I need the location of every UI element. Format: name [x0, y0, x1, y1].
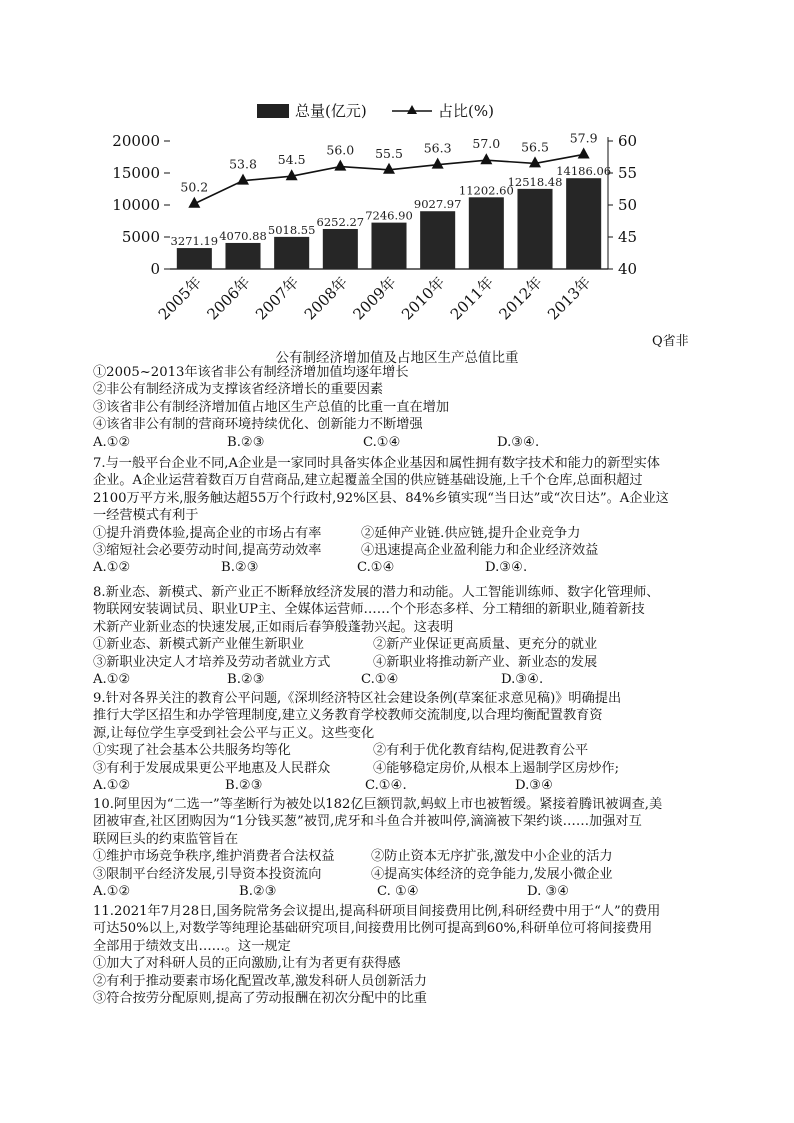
q9-option-c[interactable]: C.①④.: [365, 777, 407, 793]
q9-option-d[interactable]: D.③④: [515, 777, 553, 793]
q10-item-2: ②防止资本无序扩张,激发中小企业的活力: [371, 849, 613, 865]
q10-option-b[interactable]: B.②③: [239, 883, 277, 899]
bar: [420, 211, 455, 269]
q8-options: [93, 671, 705, 688]
category-label: 2008年: [300, 273, 352, 324]
q6-option-c[interactable]: C.①④: [363, 434, 401, 450]
right-tick-label: 55: [618, 164, 638, 182]
share-value-label: 57.9: [569, 130, 598, 146]
q6-option-b[interactable]: B.②③: [227, 434, 265, 450]
q8-item-3: ③新职业决定人才培养及劳动者就业方式: [93, 654, 331, 670]
q8-stem-line-2: 物联网安装调试员、职业UP主、全媒体运营师……个个形态多样、分工精细的新职业,随着新技: [93, 602, 645, 618]
bar: [517, 189, 552, 269]
share-point: [578, 147, 590, 158]
q6-options: [93, 434, 705, 451]
bar-value-label: 12518.48: [507, 174, 563, 189]
category-label: 2007年: [252, 273, 303, 324]
bar: [274, 237, 309, 269]
bar: [225, 243, 260, 269]
q10-stem-line-3: 联网巨头的约束监管旨在: [93, 831, 239, 847]
q7-options: [93, 559, 705, 576]
legend-line-marker: [407, 105, 417, 114]
q7-option-d[interactable]: D.③④.: [485, 560, 528, 576]
q11-stem-line-2: 可达50%以上,对数学等纯理论基础研究项目,间接费用比例可提高到60%,科研单位可将间接费用: [93, 921, 653, 937]
q7-items-row-2: [93, 542, 705, 559]
share-value-label: 56.3: [423, 140, 452, 156]
q8-stem-line-1: 8.新业态、新模式、新产业正不断释放经济发展的潜力和动能。人工智能训练师、数字化管理师、: [93, 585, 660, 600]
q7-item-3: ③缩短社会必要劳动时间,提高劳动效率: [93, 542, 322, 558]
q10-options: [93, 883, 705, 900]
left-tick-label: 20000: [112, 132, 160, 150]
q9-option-a[interactable]: A.①②: [93, 777, 131, 793]
q7-item-4: ④迅速提高企业盈利能力和企业经济效益: [361, 542, 599, 558]
q9-stem-line-1: 9.针对各界关注的教育公平问题,《深圳经济特区社会建设条例(草案征求意见稿)》明确提出: [93, 691, 622, 706]
category-label: 2005年: [154, 273, 206, 324]
question-7: [93, 455, 705, 577]
chart-caption: 公有制经济增加值及占地区生产总值比重: [275, 350, 519, 366]
q11-item-3: ③符合按劳分配原则,提高了劳动报酬在初次分配中的比重: [93, 990, 427, 1006]
q8-item-4: ④新职业将推动新产业、新业态的发展: [373, 654, 598, 670]
question-8: [93, 584, 705, 688]
q11-item-2: ②有利于推动要素市场化配置改革,激发科研人员创新活力: [93, 973, 427, 989]
q8-item-1: ①新业态、新模式新产业催生新职业: [93, 637, 304, 653]
q7-stem-line-2: 企业。A企业运营着数百万自营商品,建立起覆盖全国的供应链基础设施,上千个仓库,总面积超过: [93, 473, 643, 489]
bar-value-label: 5018.55: [267, 222, 316, 237]
q9-items-row-1: [93, 742, 705, 759]
q10-option-c[interactable]: C. ①④: [377, 883, 419, 899]
bar-value-label: 6252.27: [316, 214, 365, 229]
q11-stem-line-3: 全部用于绩效支出……。这一规定: [93, 938, 291, 954]
q8-option-b[interactable]: B.②③: [227, 671, 265, 687]
bar-value-label: 11202.60: [458, 183, 514, 198]
legend-line-label: 占比(%): [438, 102, 494, 120]
q8-items-row-2: [93, 654, 705, 671]
q9-item-2: ②有利于优化教育结构,促进教育公平: [373, 743, 589, 759]
q7-option-b[interactable]: B.②③: [221, 560, 259, 576]
right-tick-label: 45: [618, 228, 638, 246]
q10-item-1: ①维护市场竞争秩序,维护消费者合法权益: [93, 849, 335, 865]
category-label: 2011年: [446, 273, 498, 324]
q7-stem-line-1: 7.与一般平台企业不同,A企业是一家同时具备实体企业基因和属性拥有数字技术和能力的新型实体: [93, 456, 660, 471]
q9-item-4: ④能够稳定房价,从根本上遏制学区房炒作;: [373, 760, 620, 776]
q7-option-c[interactable]: C.①④: [357, 560, 395, 576]
bar: [469, 197, 504, 269]
category-label: 2012年: [495, 273, 546, 324]
question-9: [93, 690, 705, 794]
q8-item-2: ②新产业保证更高质量、更充分的就业: [373, 637, 598, 653]
bar: [323, 229, 358, 269]
q10-option-d[interactable]: D. ③④: [527, 883, 570, 899]
left-tick-label: 15000: [112, 164, 160, 182]
q6-option-d[interactable]: D.③④.: [497, 434, 540, 450]
bar: [566, 178, 601, 269]
share-value-label: 50.2: [180, 179, 209, 195]
bar-value-label: 14186.06: [556, 164, 612, 179]
q8-option-d[interactable]: D.③④.: [501, 671, 544, 687]
q10-items-row-2: [93, 866, 705, 883]
left-tick-label: 0: [150, 260, 160, 278]
q10-stem-line-1: 10.阿里因为“二选一”等垄断行为被处以182亿巨额罚款,蚂蚁上市也被暂缓。紧接着腾讯被调查,美: [93, 797, 663, 812]
share-point: [334, 160, 346, 171]
q9-stem-line-2: 推行大学区招生和办学管理制度,建立义务教育学校教师交流制度,以合理均衡配置教育资: [93, 708, 603, 724]
q7-item-1: ①提升消费体验,提高企业的市场占有率: [93, 525, 322, 541]
bar-value-label: 3271.19: [170, 234, 219, 249]
q6-option-a[interactable]: A.①②: [93, 434, 131, 450]
question-6: [93, 364, 705, 451]
q7-stem-line-3: 2100万平方米,服务触达超55万个行政村,92%区县、84%乡镇实现“当日达”或“次日达”。A企业这: [93, 490, 669, 506]
category-label: 2013年: [544, 273, 595, 324]
q8-option-c[interactable]: C.①④: [361, 671, 399, 687]
q10-option-a[interactable]: A.①②: [93, 883, 131, 899]
share-value-label: 55.5: [375, 145, 403, 161]
q9-items-row-2: [93, 760, 705, 777]
share-point: [237, 174, 249, 185]
left-tick-label: 10000: [112, 196, 160, 214]
share-value-label: 54.5: [277, 152, 306, 168]
q7-option-a[interactable]: A.①②: [93, 560, 131, 576]
bar-value-label: 9027.97: [413, 197, 462, 212]
q7-item-2: ②延伸产业链.供应链,提升企业竞争力: [361, 525, 581, 541]
q10-item-3: ③限制平台经济发展,引导资本投资流向: [93, 866, 322, 882]
q6-item-1: ①2005~2013年该省非公有制经济增加值均逐年增长: [93, 365, 409, 380]
q11-item-1: ①加大了对科研人员的正向激励,让有为者更有获得感: [93, 956, 401, 972]
share-point: [432, 158, 444, 169]
q7-stem-line-4: 一经营模式有利于: [93, 508, 199, 524]
share-value-label: 56.0: [326, 142, 355, 158]
left-tick-label: 5000: [121, 228, 160, 246]
q10-item-4: ④提高实体经济的竞争能力,发展小微企业: [371, 866, 613, 882]
right-tick-label: 60: [618, 132, 638, 150]
chart-corner-label: Q省非: [652, 334, 689, 349]
bar: [371, 223, 406, 269]
category-label: 2009年: [349, 273, 400, 324]
q7-items-row-1: [93, 525, 705, 542]
share-value-label: 56.5: [521, 139, 549, 155]
q10-items-row-1: [93, 848, 705, 865]
q10-stem-line-2: 团被审查,社区团购因为“1分钱买葱”被罚,虎牙和斗鱼合并被叫停,滴滴被下架约谈……加强对互: [93, 814, 642, 830]
category-label: 2010年: [398, 273, 449, 324]
question-11: [93, 903, 705, 1007]
q6-item-4: ④该省非公有制的营商环境持续优化、创新能力不断增强: [93, 417, 423, 433]
legend-bar-label: 总量(亿元): [295, 102, 367, 120]
q8-stem-line-3: 术新产业新业态的快速发展,正如雨后春笋般蓬勃兴起。这表明: [93, 619, 454, 635]
right-tick-label: 40: [618, 260, 638, 278]
bar: [177, 248, 212, 269]
share-value-label: 57.0: [472, 136, 501, 152]
share-point: [480, 153, 492, 164]
q9-option-b[interactable]: B.②③: [225, 777, 263, 793]
share-point: [383, 163, 395, 174]
category-label: 2006年: [203, 273, 254, 324]
q9-stem-line-3: 源,让每位学生享受到社会公平与正义。这些变化: [93, 725, 375, 741]
q11-stem-line-1: 11.2021年7月28日,国务院常务会议提出,提高科研项目间接费用比例,科研经费中用于“人”的费用: [93, 904, 661, 919]
q9-options: [93, 777, 705, 794]
bar-value-label: 7246.90: [365, 208, 413, 223]
q8-option-a[interactable]: A.①②: [93, 671, 131, 687]
q6-item-3: ③该省非公有制经济增加值占地区生产总值的比重一直在增加: [93, 399, 450, 415]
bar-value-label: 4070.88: [219, 228, 267, 243]
q8-items-row-1: [93, 636, 705, 653]
legend-bar-swatch: [257, 104, 289, 118]
share-value-label: 53.8: [229, 156, 257, 172]
q9-item-3: ③有利于发展成果更公平地惠及人民群众: [93, 760, 331, 776]
question-10: [93, 796, 705, 900]
right-tick-label: 50: [618, 196, 638, 214]
q6-item-2: ②非公有制经济成为支撑该省经济增长的重要因素: [93, 382, 384, 398]
bar-line-chart: [112, 96, 680, 358]
q9-item-1: ①实现了社会基本公共服务均等化: [93, 743, 291, 759]
